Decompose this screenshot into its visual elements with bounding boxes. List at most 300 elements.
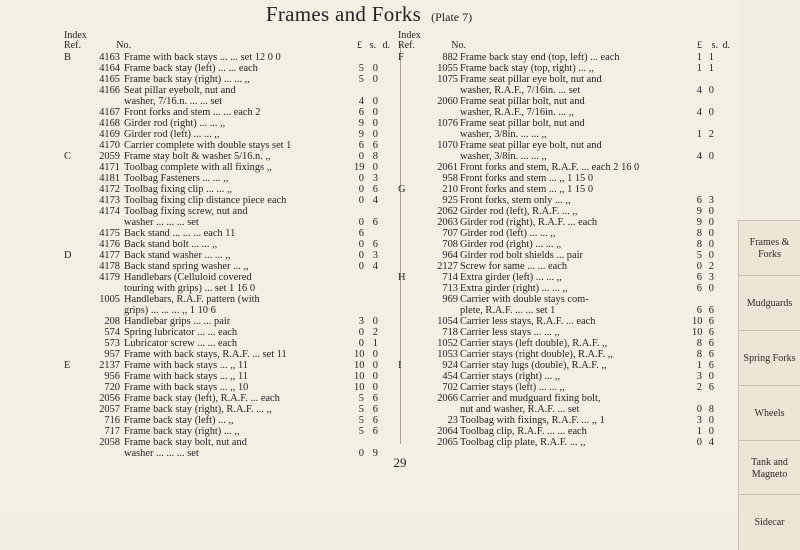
price-shillings: 0	[372, 63, 378, 74]
part-number: 4175	[99, 228, 120, 239]
part-number: 4179	[99, 272, 120, 283]
part-number: 4174	[99, 206, 120, 217]
part-number: 882	[442, 52, 458, 63]
part-number: 23	[447, 415, 458, 426]
part-number: 1076	[437, 118, 458, 129]
part-description: Frame with back stays ... ,, 10	[124, 382, 249, 393]
part-number: 2060	[437, 96, 458, 107]
section-tab[interactable]: Mudguards	[738, 275, 800, 331]
part-row	[370, 74, 740, 85]
part-row	[370, 272, 740, 283]
part-row	[370, 426, 740, 437]
pound-header-left: £	[357, 40, 362, 51]
price-pounds: 9	[358, 118, 364, 129]
price-shillings: 1	[708, 52, 714, 63]
price-pounds: 8	[696, 228, 702, 239]
part-row	[0, 52, 370, 63]
part-description: Toolbag fixing clip ... ... ,,	[124, 184, 233, 195]
part-row	[370, 360, 740, 371]
price-shillings: 8	[372, 151, 378, 162]
price-pounds: 5	[358, 426, 364, 437]
price-shillings: 4	[708, 437, 714, 448]
price-pounds: 1	[696, 360, 702, 371]
part-row	[0, 118, 378, 129]
price-pounds: 1	[696, 129, 702, 140]
part-row	[0, 239, 378, 250]
part-row	[0, 349, 378, 360]
part-number: 707	[442, 228, 458, 239]
part-row	[0, 107, 378, 118]
part-number: 1053	[437, 349, 458, 360]
part-description: Girder rod (left) ... ... ,,	[124, 129, 220, 140]
part-row	[0, 195, 378, 206]
part-number: 4169	[99, 129, 120, 140]
part-row	[0, 140, 378, 151]
part-number: 1075	[437, 74, 458, 85]
part-description: Front forks, stem only ... ,,	[460, 195, 571, 206]
price-pounds: 0	[696, 404, 702, 415]
part-row	[370, 151, 740, 162]
right-column	[370, 30, 740, 460]
part-row	[0, 74, 378, 85]
part-row	[0, 228, 370, 239]
price-shillings: 0	[372, 162, 378, 173]
price-pounds: 0	[358, 151, 364, 162]
price-shillings: 0	[708, 217, 714, 228]
part-number: 2061	[437, 162, 458, 173]
price-shillings: 0	[708, 206, 714, 217]
part-number: 1052	[437, 338, 458, 349]
price-pounds: 0	[358, 217, 364, 228]
part-number: 708	[442, 239, 458, 250]
price-pounds: 9	[696, 206, 702, 217]
price-pounds: 2	[696, 382, 702, 393]
price-pounds: 4	[358, 96, 364, 107]
part-row	[0, 261, 378, 272]
part-number: 924	[442, 360, 458, 371]
part-description: Carrier with double stays com-	[460, 294, 589, 305]
price-shillings: 0	[708, 415, 714, 426]
price-shillings: 1	[708, 63, 714, 74]
price-pounds: 19	[354, 162, 365, 173]
part-row	[0, 426, 378, 437]
part-number: 454	[442, 371, 458, 382]
index-ref: E	[64, 360, 71, 371]
price-shillings: 0	[708, 228, 714, 239]
part-number: 2057	[99, 404, 120, 415]
part-description: plete, R.A.F. ... ... set 1	[460, 305, 556, 316]
part-description: Carrier less stays ... ... ,,	[460, 327, 560, 338]
part-description: Girder rod (right) ... ... ,,	[124, 118, 226, 129]
part-description: Frame back stay (left) ... ... each	[124, 63, 258, 74]
shillings-header-right: s.	[711, 40, 718, 51]
part-description: touring with grips) ... set 1 16 0	[124, 283, 256, 294]
price-shillings: 6	[372, 393, 378, 404]
part-description: grips) ... ... ... ,, 1 10 6	[124, 305, 216, 316]
left-column	[0, 30, 390, 460]
part-description: Girder rod (left), R.A.F. ... ,,	[460, 206, 578, 217]
part-number: 4177	[99, 250, 120, 261]
part-description: Screw for same ... ... each	[460, 261, 568, 272]
part-row	[370, 195, 740, 206]
part-row	[0, 173, 378, 184]
price-pounds: 6	[696, 195, 702, 206]
part-description: Frame seat pillar bolt, nut and	[460, 96, 585, 107]
part-number: 4171	[99, 162, 120, 173]
part-row	[370, 52, 740, 63]
price-shillings: 6	[708, 360, 714, 371]
price-pounds: 9	[358, 129, 364, 140]
part-description: Frame with back stays ... ,, 11	[124, 360, 248, 371]
part-description: Girder rod bolt shields ... pair	[460, 250, 583, 261]
part-description: Handlebar grips ... ... pair	[124, 316, 231, 327]
part-number: 4167	[99, 107, 120, 118]
price-pounds: 8	[696, 349, 702, 360]
part-row	[370, 305, 740, 316]
part-row	[370, 349, 740, 360]
part-row	[370, 371, 740, 382]
no-header-right: No.	[451, 40, 466, 51]
part-row	[0, 338, 378, 349]
part-description: Carrier stays (left double), R.A.F. ,,	[460, 338, 608, 349]
part-description: Frame back stay (top, right) ... ,,	[460, 63, 594, 74]
index-header-left: Index	[64, 30, 87, 41]
price-pounds: 3	[358, 316, 364, 327]
part-description: Carrier stay lugs (double), R.A.F. ,,	[460, 360, 607, 371]
part-number: 4173	[99, 195, 120, 206]
part-row	[0, 63, 378, 74]
index-header-right: Index	[398, 30, 421, 41]
part-row	[370, 239, 740, 250]
price-shillings: 2	[708, 129, 714, 140]
price-shillings: 0	[708, 151, 714, 162]
price-pounds: 0	[358, 184, 364, 195]
page-title: Frames and Forks	[265, 2, 422, 26]
index-ref: F	[398, 52, 404, 63]
price-pounds: 5	[696, 250, 702, 261]
part-row	[370, 404, 740, 415]
part-number: 716	[104, 415, 120, 426]
price-pounds: 0	[358, 327, 364, 338]
part-description: Lubricator screw ... ... each	[124, 338, 238, 349]
part-row	[370, 85, 740, 96]
part-description: Frame back stay (left), R.A.F. ... each	[124, 393, 280, 404]
part-row	[0, 305, 370, 316]
part-number: 714	[442, 272, 458, 283]
part-description: Front forks and stem ... ,, 1 15 0	[460, 184, 594, 195]
part-number: 573	[104, 338, 120, 349]
part-row	[370, 217, 740, 228]
part-number: 4164	[99, 63, 120, 74]
part-number: 2063	[437, 217, 458, 228]
part-description: Toolbag clip plate, R.A.F. ... ,,	[460, 437, 586, 448]
price-shillings: 0	[372, 382, 378, 393]
price-pounds: 6	[696, 272, 702, 283]
part-description: Frame back stay end (top, left) ... each	[460, 52, 620, 63]
part-description: Frame stay bolt & washer 5/16.n. ,,	[124, 151, 271, 162]
part-description: Toolbag Fasteners ... ... ,,	[124, 173, 229, 184]
part-row	[370, 415, 740, 426]
part-description: Carrier less stays, R.A.F. ... each	[460, 316, 596, 327]
price-shillings: 6	[372, 426, 378, 437]
part-number: 925	[442, 195, 458, 206]
part-description: Frame back stay (right) ... ... ,,	[124, 74, 250, 85]
part-description: Handlebars, R.A.F. pattern (with	[124, 294, 260, 305]
part-description: washer, 3/8in. ... ... ,,	[460, 129, 547, 140]
part-description: Front forks and stem ... ,, 1 15 0	[460, 173, 594, 184]
part-number: 1054	[437, 316, 458, 327]
price-shillings: 6	[372, 140, 378, 151]
price-pounds: 0	[358, 261, 364, 272]
part-row	[0, 129, 378, 140]
price-shillings: 6	[372, 184, 378, 195]
part-row	[370, 206, 740, 217]
part-row	[370, 261, 740, 272]
part-row	[370, 338, 740, 349]
section-tab[interactable]: Sidecar	[738, 494, 800, 550]
part-row	[0, 184, 378, 195]
price-shillings: 6	[708, 338, 714, 349]
price-pounds: 5	[358, 74, 364, 85]
price-pounds: 5	[358, 404, 364, 415]
part-description: Handlebars (Celluloid covered	[124, 272, 252, 283]
part-number: 969	[442, 294, 458, 305]
part-description: Spring lubricator ... ... each	[124, 327, 238, 338]
price-pounds: 6	[358, 107, 364, 118]
part-row	[370, 250, 740, 261]
part-row	[370, 162, 740, 173]
price-pounds: 10	[692, 316, 703, 327]
part-row	[370, 437, 740, 448]
part-row	[0, 217, 378, 228]
price-shillings: 2	[708, 261, 714, 272]
price-shillings: 0	[708, 283, 714, 294]
part-description: Back stand washer ... ... ,,	[124, 250, 231, 261]
price-pounds: 5	[358, 415, 364, 426]
price-pounds: 10	[354, 360, 365, 371]
shillings-header-left: s.	[369, 40, 376, 51]
part-number: 2059	[99, 151, 120, 162]
part-number: 956	[104, 371, 120, 382]
part-number: 1070	[437, 140, 458, 151]
price-shillings: 0	[708, 250, 714, 261]
price-shillings: 0	[372, 107, 378, 118]
index-ref: C	[64, 151, 71, 162]
part-description: Frame seat pillar bolt, nut and	[460, 118, 585, 129]
price-shillings: 9	[372, 448, 378, 459]
part-number: 574	[104, 327, 120, 338]
price-pounds: 5	[358, 393, 364, 404]
right-parts-list	[370, 52, 740, 448]
part-row	[0, 393, 378, 404]
part-row	[370, 140, 740, 151]
part-description: Girder rod (left) ... ... ,,	[460, 228, 556, 239]
part-number: 717	[104, 426, 120, 437]
part-row	[370, 129, 740, 140]
price-shillings: 3	[372, 173, 378, 184]
part-row	[0, 96, 378, 107]
price-shillings: 6	[372, 404, 378, 415]
price-pounds: 0	[358, 239, 364, 250]
part-row	[0, 437, 370, 448]
part-description: Frame back stay bolt, nut and	[124, 437, 247, 448]
part-number: 4172	[99, 184, 120, 195]
price-shillings: 6	[708, 349, 714, 360]
price-pounds: 1	[696, 63, 702, 74]
section-tabs	[738, 0, 800, 528]
pence-header-right: d.	[722, 40, 730, 51]
part-description: Frame seat pillar eye bolt, nut and	[460, 140, 602, 151]
part-description: Frame seat pillar eye bolt, nut and	[460, 74, 602, 85]
price-pounds: 3	[696, 371, 702, 382]
index-ref: H	[398, 272, 406, 283]
part-description: Frame with back stays, R.A.F. ... set 11	[124, 349, 287, 360]
price-shillings: 0	[708, 239, 714, 250]
price-pounds: 10	[354, 382, 365, 393]
price-shillings: 6	[372, 239, 378, 250]
part-description: Toolbag fixing clip distance piece each	[124, 195, 287, 206]
price-pounds: 6	[358, 140, 364, 151]
part-description: washer, 3/8in. ... ... ,,	[460, 151, 547, 162]
part-number: 964	[442, 250, 458, 261]
part-description: Carrier stays (right double), R.A.F. ,,	[460, 349, 613, 360]
part-description: Frame back stay (right), R.A.F. ... ,,	[124, 404, 272, 415]
part-number: 4166	[99, 85, 120, 96]
part-row	[0, 327, 378, 338]
part-number: 2137	[99, 360, 120, 371]
price-pounds: 6	[696, 283, 702, 294]
part-description: Carrier and mudguard fixing bolt,	[460, 393, 601, 404]
price-pounds: 4	[696, 107, 702, 118]
price-pounds: 0	[358, 173, 364, 184]
section-tab[interactable]: Tank and Magneto	[738, 440, 800, 496]
part-row	[0, 360, 378, 371]
part-number: 210	[442, 184, 458, 195]
section-tab[interactable]: Wheels	[738, 385, 800, 441]
part-row	[370, 184, 740, 195]
part-row	[0, 371, 378, 382]
part-description: Girder rod (right) ... ... ,,	[460, 239, 562, 250]
part-description: Back stand bolt ... ... ,,	[124, 239, 218, 250]
part-row	[370, 316, 740, 327]
part-row	[0, 162, 378, 173]
price-pounds: 1	[696, 426, 702, 437]
part-description: Toolbag complete with all fixings ,,	[124, 162, 272, 173]
part-number: 4176	[99, 239, 120, 250]
price-pounds: 9	[696, 217, 702, 228]
part-row	[0, 404, 378, 415]
price-pounds: 10	[354, 371, 365, 382]
part-number: 4170	[99, 140, 120, 151]
part-number: 4165	[99, 74, 120, 85]
price-shillings: 0	[372, 118, 378, 129]
price-shillings: 0	[372, 96, 378, 107]
price-pounds: 0	[358, 448, 364, 459]
part-number: 2064	[437, 426, 458, 437]
plate-label: (Plate 7)	[431, 10, 473, 24]
part-description: Toolbag clip, R.A.F. ... ... each	[460, 426, 587, 437]
ref-header-right: Ref.	[398, 40, 415, 51]
price-pounds: 6	[358, 228, 364, 239]
part-description: Extra girder (left) ... ... ,,	[460, 272, 562, 283]
part-row	[0, 272, 370, 283]
part-number: 4178	[99, 261, 120, 272]
section-tab[interactable]: Spring Forks	[738, 330, 800, 386]
part-number: 2127	[437, 261, 458, 272]
ref-header-left: Ref.	[64, 40, 81, 51]
section-tab[interactable]: Frames & Forks	[738, 220, 800, 276]
part-number: 4163	[99, 52, 120, 63]
pence-header-left: d.	[382, 40, 390, 51]
part-number: 958	[442, 173, 458, 184]
page-number: 29	[393, 455, 407, 470]
price-pounds: 0	[696, 437, 702, 448]
price-shillings: 0	[372, 129, 378, 140]
price-shillings: 0	[708, 107, 714, 118]
part-number: 720	[104, 382, 120, 393]
part-description: washer, R.A.F., 7/16in. ... set	[460, 85, 581, 96]
price-pounds: 0	[358, 338, 364, 349]
part-description: washer ... ... ... set	[124, 448, 199, 459]
price-pounds: 0	[696, 261, 702, 272]
part-number: 2056	[99, 393, 120, 404]
index-ref: G	[398, 184, 406, 195]
price-shillings: 2	[372, 327, 378, 338]
part-description: Front forks and stem ... ... each 2	[124, 107, 261, 118]
part-row	[370, 382, 740, 393]
price-shillings: 3	[708, 272, 714, 283]
part-row	[0, 151, 378, 162]
index-ref: B	[64, 52, 71, 63]
price-shillings: 6	[372, 217, 378, 228]
part-number: 718	[442, 327, 458, 338]
part-description: Back stand ... ... ... each 11	[124, 228, 236, 239]
price-shillings: 1	[372, 338, 378, 349]
part-row	[370, 118, 740, 129]
price-pounds: 4	[696, 151, 702, 162]
part-row	[0, 294, 370, 305]
part-row	[0, 206, 370, 217]
part-description: Carrier stays (left) ... ... ,,	[460, 382, 565, 393]
part-number: 2062	[437, 206, 458, 217]
part-description: Extra girder (right) ... ... ,,	[460, 283, 568, 294]
part-number: 4181	[99, 173, 120, 184]
price-shillings: 6	[708, 327, 714, 338]
price-shillings: 0	[372, 316, 378, 327]
price-shillings: 6	[708, 316, 714, 327]
price-pounds: 10	[692, 327, 703, 338]
price-pounds: 0	[358, 195, 364, 206]
part-row	[370, 63, 740, 74]
part-number: 713	[442, 283, 458, 294]
price-pounds: 8	[696, 239, 702, 250]
part-row	[0, 283, 370, 294]
price-pounds: 10	[354, 349, 365, 360]
part-description: Seat pillar eyebolt, nut and	[124, 85, 236, 96]
price-shillings: 0	[372, 371, 378, 382]
price-shillings: 8	[708, 404, 714, 415]
part-number: 1005	[99, 294, 120, 305]
part-row	[0, 382, 378, 393]
part-row	[0, 415, 378, 426]
part-row	[0, 316, 378, 327]
price-shillings: 6	[372, 415, 378, 426]
price-pounds: 5	[358, 63, 364, 74]
page-header	[0, 2, 738, 27]
part-description: Front forks and stem, R.A.F. ... each 2 16 0	[460, 162, 640, 173]
part-row	[370, 393, 740, 404]
price-shillings: 0	[708, 85, 714, 96]
